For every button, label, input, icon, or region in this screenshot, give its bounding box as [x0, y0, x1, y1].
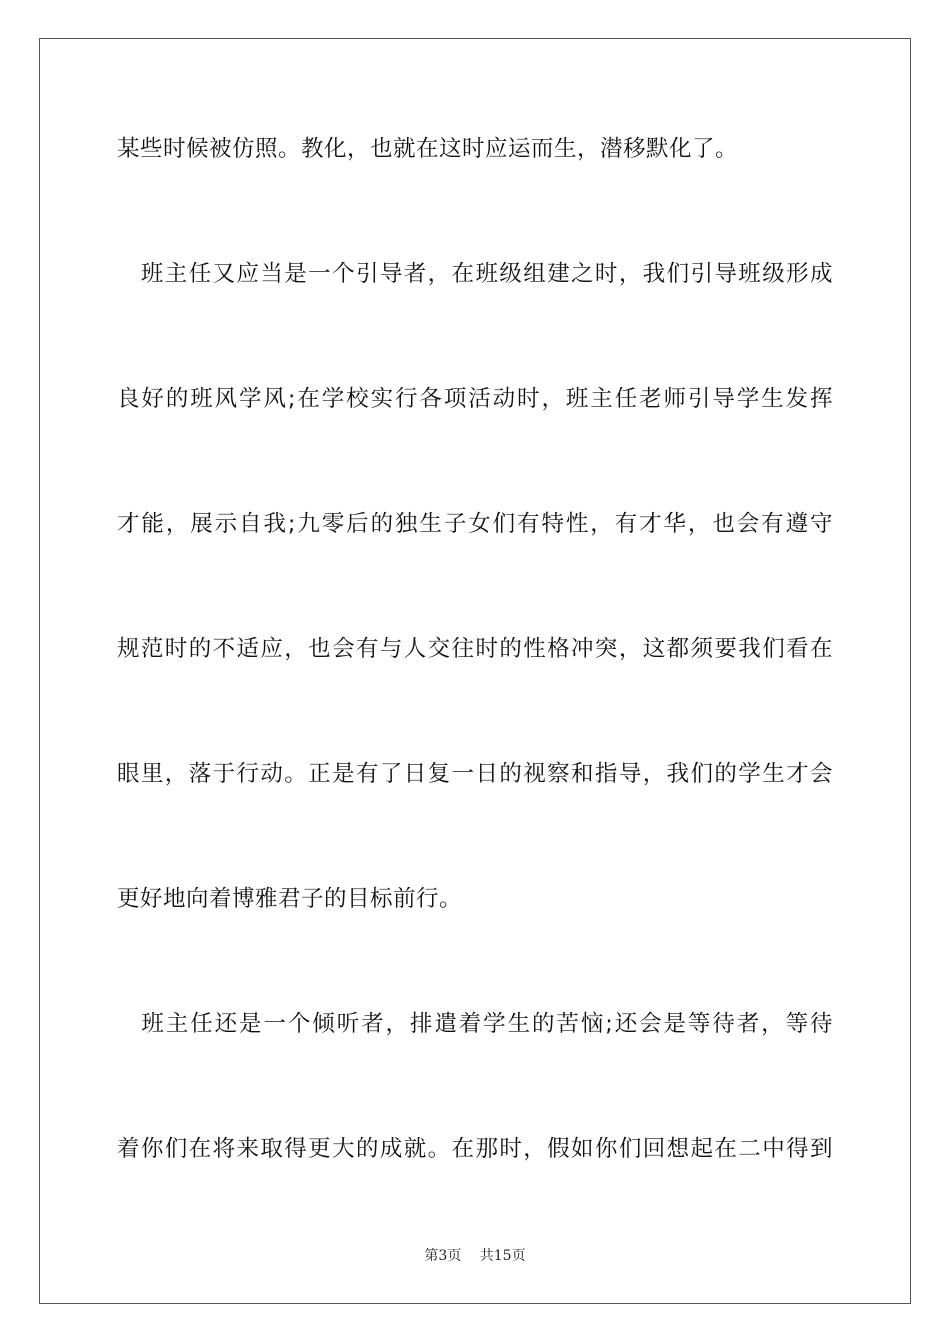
text-line-7: 更好地向着博雅君子的目标前行。 [117, 886, 463, 912]
text-line-3: 良好的班风学风;在学校实行各项活动时，班主任老师引导学生发挥 [117, 386, 833, 412]
text-line-6: 眼里，落于行动。正是有了日复一日的视察和指导，我们的学生才会 [117, 761, 833, 787]
page-border [39, 38, 911, 1304]
text-line-2: 班主任又应当是一个引导者，在班级组建之时，我们引导班级形成 [117, 261, 833, 287]
text-line-8: 班主任还是一个倾听者，排遣着学生的苦恼;还会是等待者，等待 [117, 1011, 833, 1037]
text-line-4: 才能，展示自我;九零后的独生子女们有特性，有才华，也会有遵守 [117, 511, 833, 537]
text-line-5: 规范时的不适应，也会有与人交往时的性格冲突，这都须要我们看在 [117, 636, 833, 662]
text-line-1: 某些时候被仿照。教化，也就在这时应运而生，潜移默化了。 [117, 136, 739, 162]
text-line-9: 着你们在将来取得更大的成就。在那时，假如你们回想起在二中得到 [117, 1136, 833, 1162]
page-footer: 第3页 共15页 [424, 1248, 526, 1264]
